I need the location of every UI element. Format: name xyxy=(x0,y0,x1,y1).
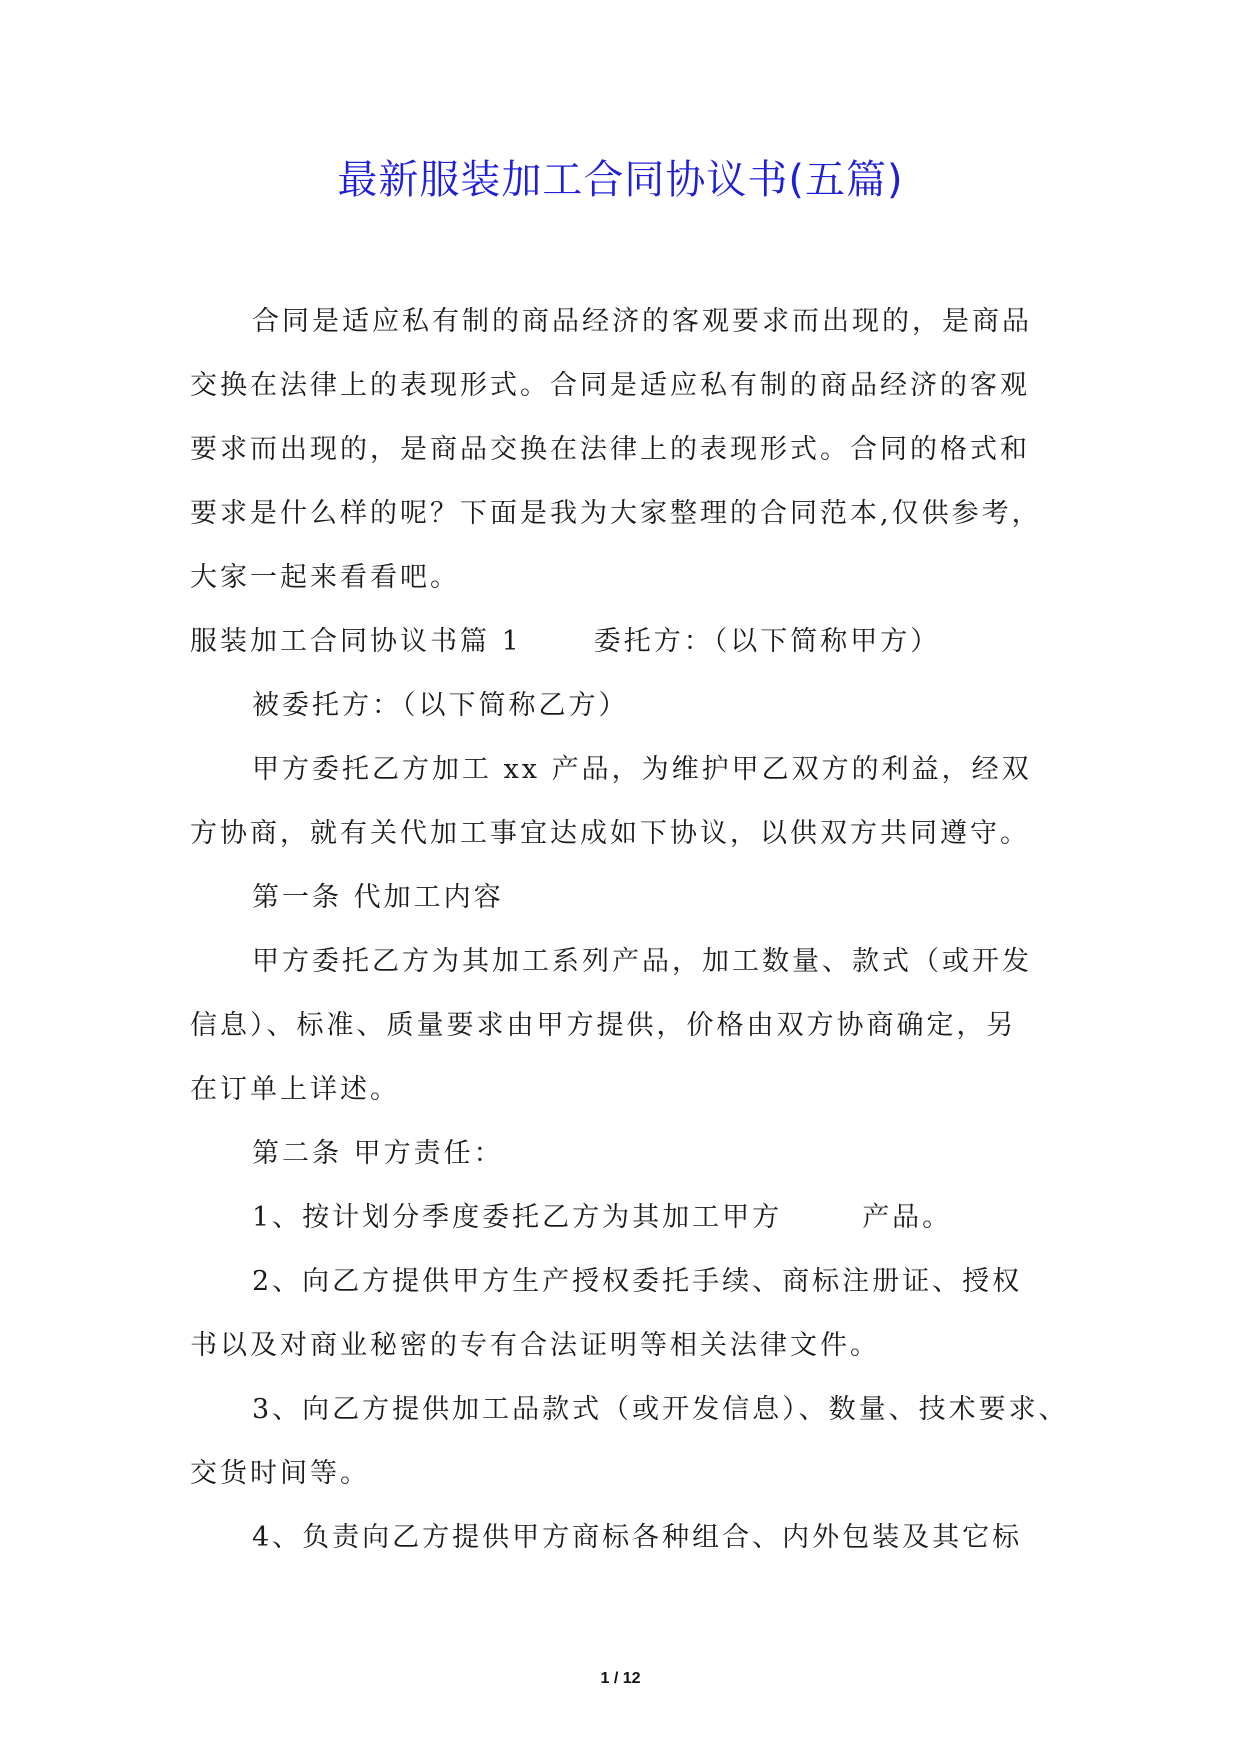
document-body xyxy=(190,290,1069,1570)
intro-line: 要求而出现的，是商品交换在法律上的表现形式。合同的格式和 xyxy=(190,434,1030,465)
item-1 xyxy=(190,1186,1050,1250)
intro-line: 合同是适应私有制的商品经济的客观要求而出现的，是商品 xyxy=(252,306,1032,337)
article-1-line: 甲方委托乙方为其加工系列产品，加工数量、款式（或开发 xyxy=(252,946,1032,977)
article-1-line: 在订单上详述。 xyxy=(190,1074,400,1105)
party-a-label: 委托方：（以下简称甲方） xyxy=(593,626,941,657)
intro-line: 大家一起来看看吧。 xyxy=(190,562,460,593)
preamble-line: 方协商，就有关代加工事宜达成如下协议，以供双方共同遵守。 xyxy=(190,818,1030,849)
item-2-line: 书以及对商业秘密的专有合法证明等相关法律文件。 xyxy=(190,1330,880,1361)
section-heading: 服装加工合同协议书篇 1 xyxy=(190,626,522,657)
article-1-line: 信息）、标准、质量要求由甲方提供，价格由双方协商确定，另 xyxy=(190,1010,1017,1041)
item-3-line: 3、向乙方提供加工品款式（或开发信息）、数量、技术要求、 xyxy=(252,1394,1069,1425)
party-b-label: 被委托方：（以下简称乙方） xyxy=(252,690,629,721)
page-number: 1 / 12 xyxy=(600,1670,641,1687)
article-2-heading: 第二条 甲方责任： xyxy=(252,1138,504,1169)
item-4-line: 4、负责向乙方提供甲方商标各种组合、内外包装及其它标 xyxy=(252,1522,1023,1553)
article-1-heading: 第一条 代加工内容 xyxy=(252,882,504,913)
item-3-line: 交货时间等。 xyxy=(190,1458,370,1489)
item-1-prefix: 1、按计划分季度委托乙方为其加工甲方 xyxy=(252,1202,783,1233)
intro-line: 交换在法律上的表现形式。合同是适应私有制的商品经济的客观 xyxy=(190,370,1030,401)
preamble-line: 甲方委托乙方加工 xx 产品，为维护甲乙双方的利益，经双 xyxy=(252,754,1032,785)
section-heading-line xyxy=(190,610,1050,674)
intro-line: 要求是什么样的呢？下面是我为大家整理的合同范本,仅供参考， xyxy=(190,498,1042,529)
document-title: 最新服装加工合同协议书(五篇) xyxy=(337,157,904,203)
item-2-line: 2、向乙方提供甲方生产授权委托手续、商标注册证、授权 xyxy=(252,1266,1023,1297)
item-1-suffix: 产品。 xyxy=(862,1202,953,1233)
